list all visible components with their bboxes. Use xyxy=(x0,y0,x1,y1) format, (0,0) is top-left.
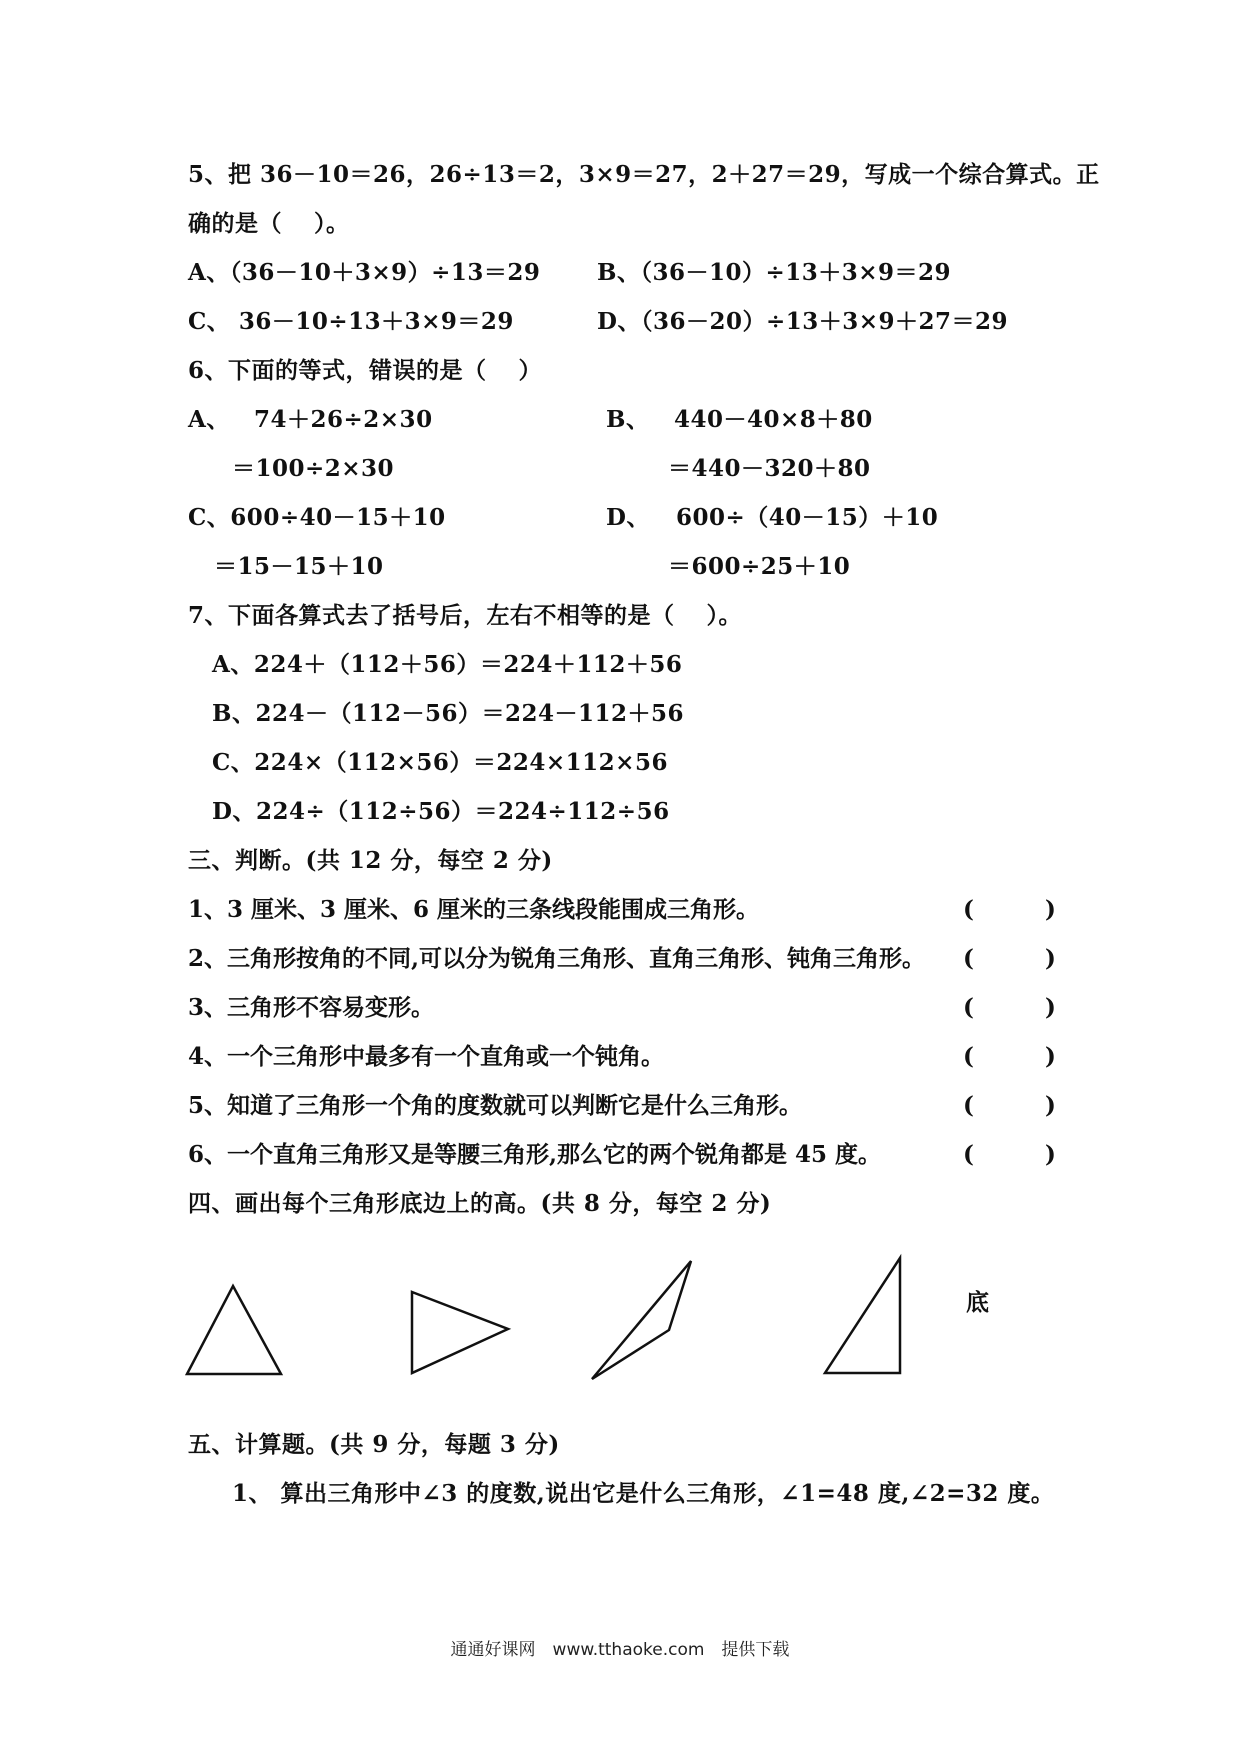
triangle-pointing-right xyxy=(400,1282,520,1382)
answer-paren-right: ) xyxy=(1045,945,1056,972)
q6-option-a-line1: 74＋26÷2×30 xyxy=(254,406,433,433)
q6-option-d-line2: ＝600÷25＋10 xyxy=(668,553,851,580)
q6-option-a-label: A、 xyxy=(188,406,230,433)
q5-option-c: C、 36－10÷13＋3×9＝29 xyxy=(188,308,514,335)
section5-heading: 五、计算题。(共 9 分，每题 3 分) xyxy=(188,1431,560,1458)
judge-item-text: 2、三角形按角的不同,可以分为锐角三角形、直角三角形、钝角三角形。 xyxy=(188,945,926,972)
answer-paren-left: ( xyxy=(963,945,974,972)
answer-paren-left: ( xyxy=(963,994,974,1021)
section3-heading: 三、判断。(共 12 分，每空 2 分) xyxy=(188,847,553,874)
q6-option-b-label: B、 xyxy=(606,406,650,433)
q7-stem: 7、下面各算式去了括号后，左右不相等的是（ ）。 xyxy=(188,602,743,629)
judge-item-text: 6、一个直角三角形又是等腰三角形,那么它的两个锐角都是 45 度。 xyxy=(188,1141,882,1168)
judge-item xyxy=(188,1140,1060,1170)
answer-paren-left: ( xyxy=(963,1092,974,1119)
section5-question-1: 1、 算出三角形中∠3 的度数,说出它是什么三角形，∠1=48 度,∠2=32 度。 xyxy=(232,1480,1055,1507)
q5-stem-line2: 确的是（ ）。 xyxy=(188,210,350,237)
answer-paren-right: ) xyxy=(1045,1092,1056,1119)
q6-option-d-line1: 600÷（40－15）＋10 xyxy=(676,504,939,531)
q6-option-b-line1: 440－40×8＋80 xyxy=(674,406,873,433)
q5-option-b: B、（36－10）÷13＋3×9＝29 xyxy=(597,259,952,286)
answer-paren-right: ) xyxy=(1045,1141,1056,1168)
answer-paren-left: ( xyxy=(963,1043,974,1070)
footer-credit: 通通好课网 www.tthaoke.com 提供下载 xyxy=(450,1640,790,1660)
q6-stem: 6、下面的等式，错误的是（ ） xyxy=(188,357,543,384)
judge-item-text: 1、3 厘米、3 厘米、6 厘米的三条线段能围成三角形。 xyxy=(188,896,760,923)
q6-option-d-label: D、 xyxy=(606,504,650,531)
judge-item-text: 3、三角形不容易变形。 xyxy=(188,994,435,1021)
q5-stem-line1: 5、把 36－10＝26，26÷13＝2，3×9＝27，2＋27＝29，写成一个综合算式。正 xyxy=(188,161,1100,188)
triangle-obtuse xyxy=(585,1255,705,1385)
judge-item xyxy=(188,993,1060,1023)
q7-option-a: A、224＋（112＋56）＝224＋112＋56 xyxy=(212,651,683,678)
q6-option-c-line1: C、600÷40－15＋10 xyxy=(188,504,446,531)
q6-option-a-line2: ＝100÷2×30 xyxy=(232,455,395,482)
q7-option-b: B、224－（112－56）＝224－112＋56 xyxy=(212,700,684,727)
answer-paren-left: ( xyxy=(963,896,974,923)
q7-option-d: D、224÷（112÷56）＝224÷112÷56 xyxy=(212,798,670,825)
q7-option-c: C、224×（112×56）＝224×112×56 xyxy=(212,749,668,776)
judge-item xyxy=(188,1091,1060,1121)
answer-paren-right: ) xyxy=(1045,896,1056,923)
answer-paren-right: ) xyxy=(1045,1043,1056,1070)
judge-item-text: 5、知道了三角形一个角的度数就可以判断它是什么三角形。 xyxy=(188,1092,803,1119)
triangle-equilateral xyxy=(180,1280,290,1380)
judge-item xyxy=(188,1042,1060,1072)
base-label: 底 xyxy=(966,1289,990,1316)
q5-option-d: D、（36－20）÷13＋3×9＋27＝29 xyxy=(597,308,1009,335)
judge-item xyxy=(188,944,1060,974)
triangle-right-angle xyxy=(820,1252,910,1382)
section4-heading: 四、画出每个三角形底边上的高。(共 8 分，每空 2 分) xyxy=(188,1190,772,1217)
q6-option-c-line2: ＝15－15＋10 xyxy=(214,553,384,580)
answer-paren-right: ) xyxy=(1045,994,1056,1021)
judge-item-text: 4、一个三角形中最多有一个直角或一个钝角。 xyxy=(188,1043,665,1070)
q6-option-b-line2: ＝440－320＋80 xyxy=(668,455,871,482)
judge-item xyxy=(188,895,1060,925)
q5-option-a: A、（36－10＋3×9）÷13＝29 xyxy=(188,259,541,286)
answer-paren-left: ( xyxy=(963,1141,974,1168)
